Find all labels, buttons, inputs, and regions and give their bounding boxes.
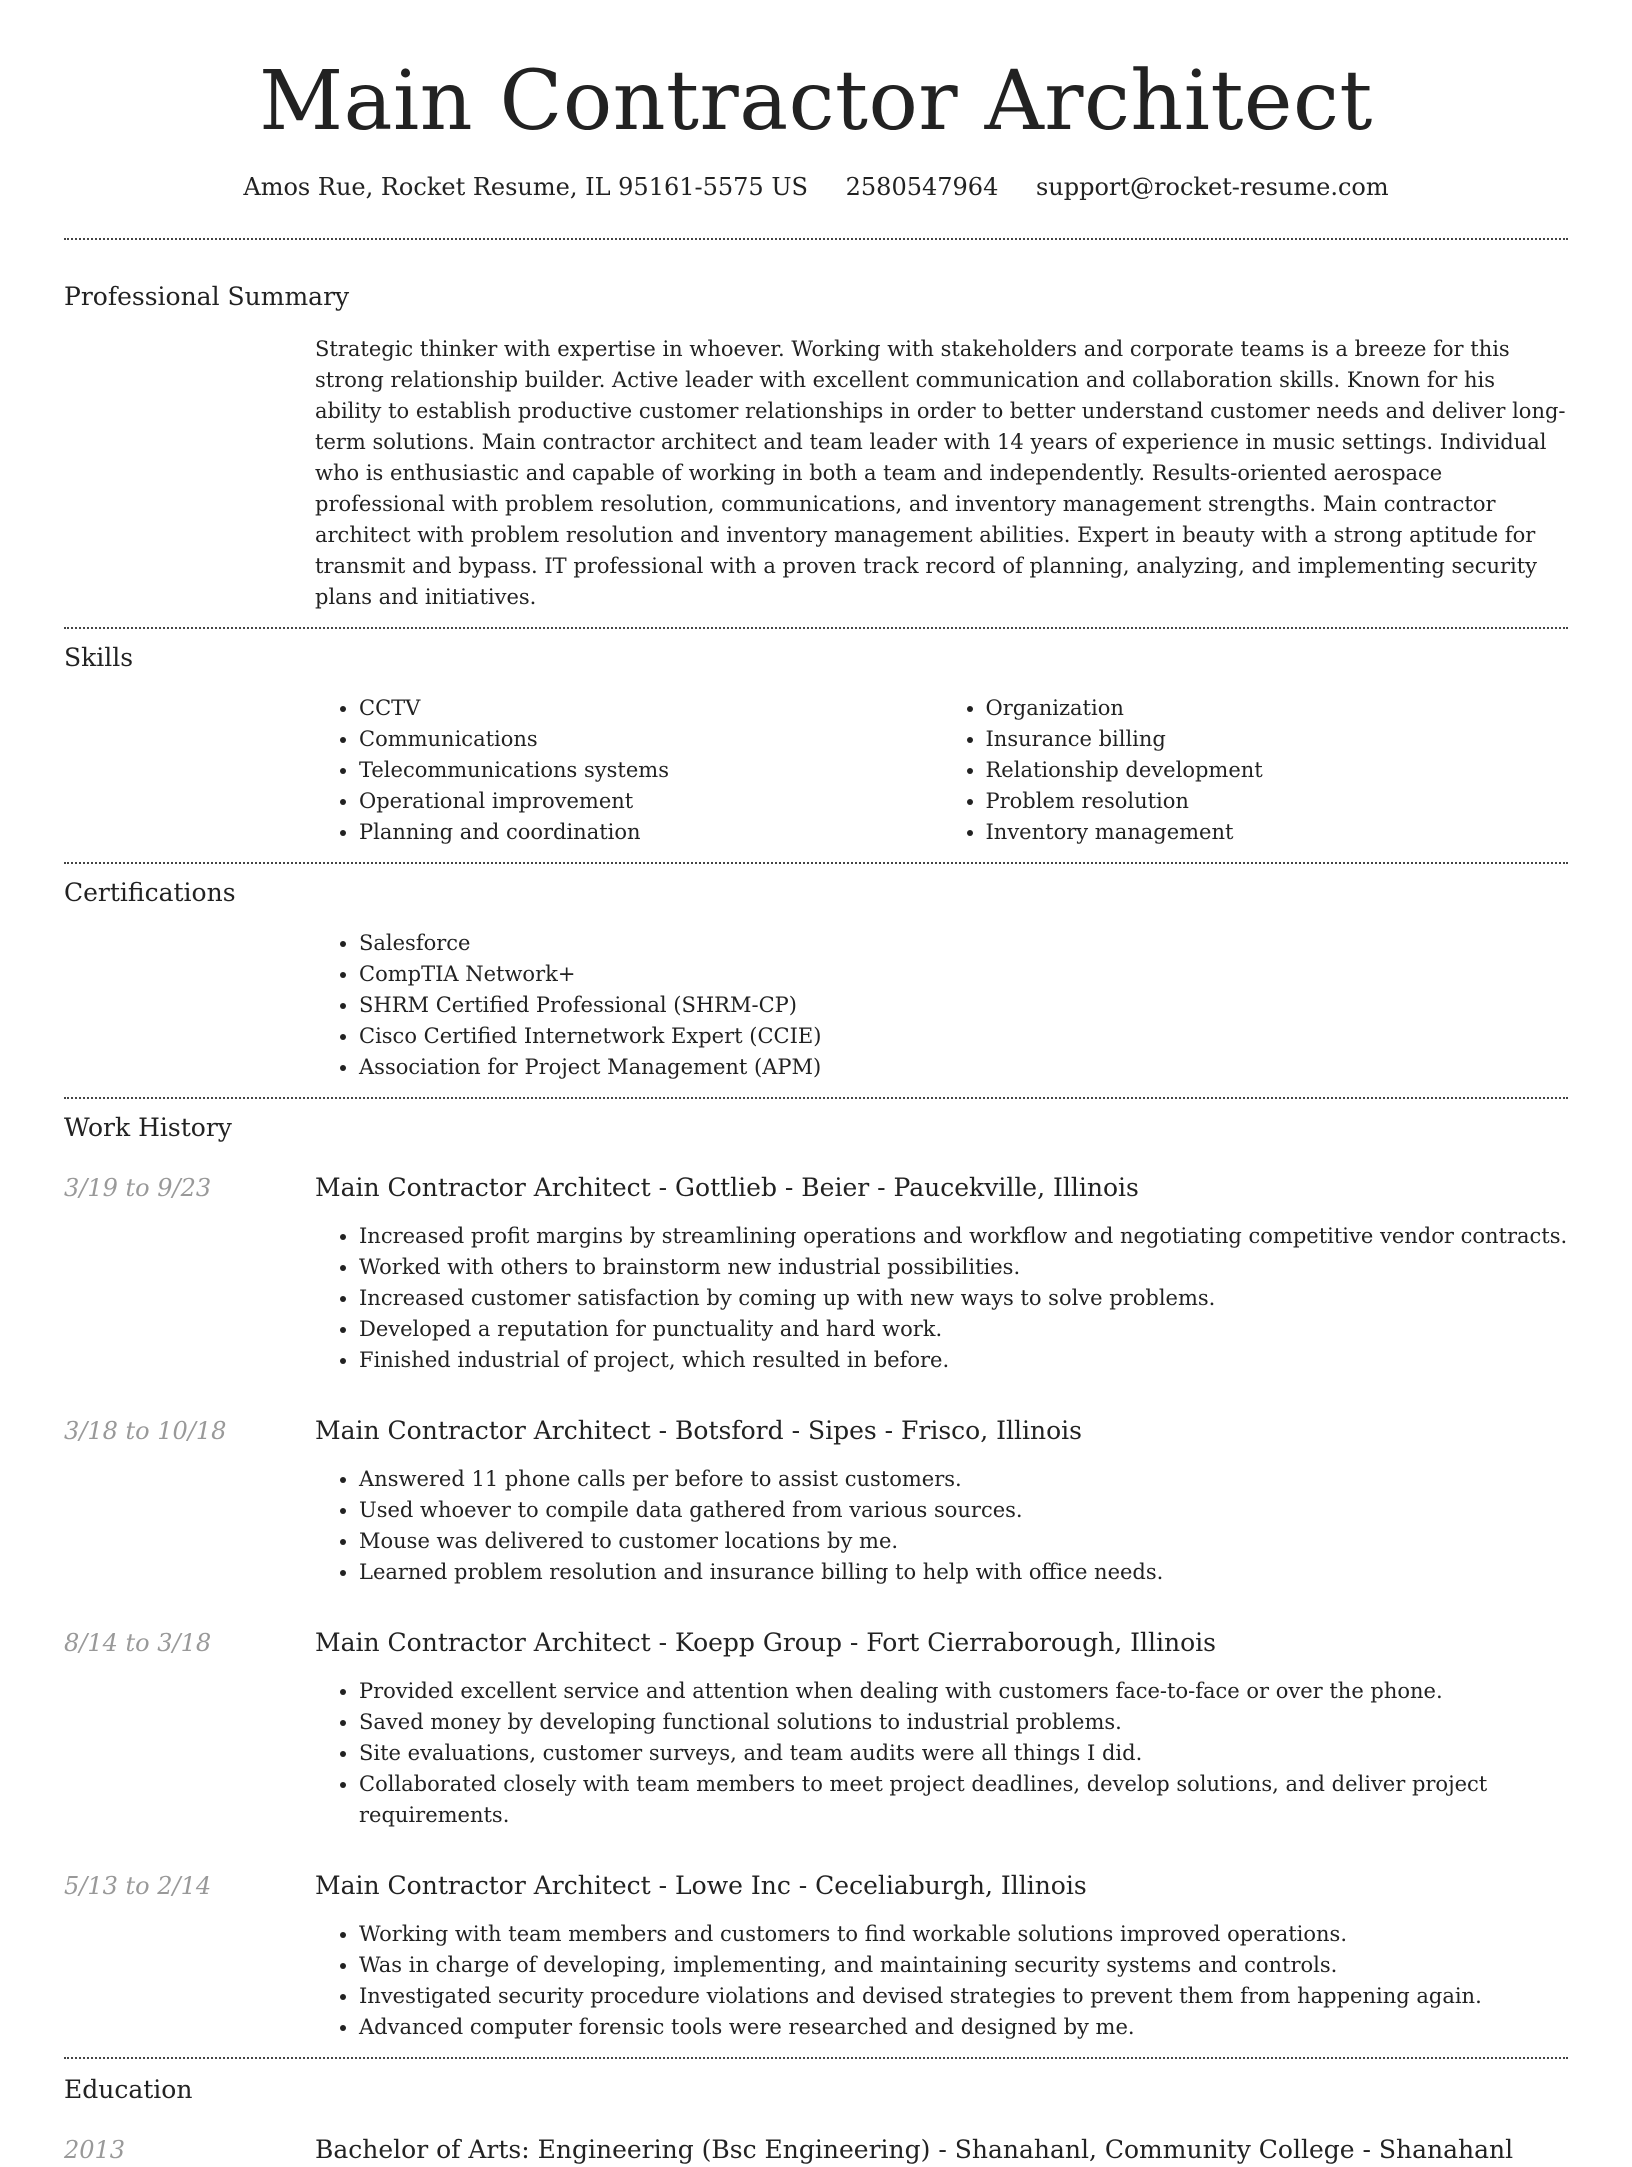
contact-email: support@rocket-resume.com — [1035, 173, 1389, 201]
job-entry — [64, 1171, 1568, 1376]
list-item: • Advanced computer forensic tools were researched and designed by me. — [359, 2012, 1568, 2043]
education-title: Bachelor of Arts: Engineering (Bsc Engineering) - Shanahanl, Community College - Shanahanl — [315, 2135, 1514, 2164]
job-bullets — [315, 1676, 1568, 1831]
list-item: • Used whoever to compile data gathered from various sources. — [359, 1495, 1568, 1526]
list-item: • Answered 11 phone calls per before to assist customers. — [359, 1464, 1568, 1495]
list-item: • Association for Project Management (APM) — [359, 1052, 1568, 1083]
section-divider — [64, 238, 1568, 240]
list-item: • Planning and coordination — [359, 817, 942, 848]
summary-section — [315, 314, 1568, 627]
resume-page — [64, 0, 1568, 2167]
list-item: • Inventory management — [986, 817, 1569, 848]
list-item: • Developed a reputation for punctuality and hard work. — [359, 1314, 1568, 1345]
list-item: • SHRM Certified Professional (SHRM-CP) — [359, 990, 1568, 1021]
job-dates: 8/14 to 3/18 — [64, 1629, 212, 1657]
skills-section — [315, 675, 1568, 862]
job-entry — [64, 1626, 1568, 1831]
job-title: Main Contractor Architect - Koepp Group - Fort Cierraborough, Illinois — [315, 1628, 1216, 1657]
contact-phone: 2580547964 — [845, 173, 999, 201]
list-item: • Relationship development — [986, 755, 1569, 786]
list-item: • CompTIA Network+ — [359, 959, 1568, 990]
job-dates: 3/19 to 9/23 — [64, 1174, 212, 1202]
list-item: • Was in charge of developing, implementing, and maintaining security systems and controls. — [359, 1950, 1568, 1981]
job-title: Main Contractor Architect - Gottlieb - Beier - Paucekville, Illinois — [315, 1173, 1139, 1202]
list-item: • Problem resolution — [986, 786, 1569, 817]
section-title-skills: Skills — [64, 643, 134, 672]
education-entry — [64, 2133, 1568, 2167]
list-item: • Learned problem resolution and insurance billing to help with office needs. — [359, 1557, 1568, 1588]
education-dates: 2013 — [64, 2136, 126, 2164]
job-dates: 3/18 to 10/18 — [64, 1417, 227, 1445]
list-item: • CCTV — [359, 693, 942, 724]
list-item: • Collaborated closely with team members to meet project deadlines, develop solutions, and deliver project requirements. — [359, 1769, 1568, 1831]
job-bullets — [315, 1919, 1568, 2043]
list-item: • Salesforce — [359, 928, 1568, 959]
skills-list-right — [942, 693, 1569, 848]
job-dates: 5/13 to 2/14 — [64, 1872, 212, 1900]
list-item: • Communications — [359, 724, 942, 755]
list-item: • Operational improvement — [359, 786, 942, 817]
certifications-list — [315, 928, 1568, 1083]
list-item: • Insurance billing — [986, 724, 1569, 755]
list-item: • Investigated security procedure violations and devised strategies to prevent them from happening again. — [359, 1981, 1568, 2012]
job-title: Main Contractor Architect - Lowe Inc - Ceceliaburgh, Illinois — [315, 1871, 1087, 1900]
job-entry — [64, 1869, 1568, 2043]
list-item: • Increased customer satisfaction by coming up with new ways to solve problems. — [359, 1283, 1568, 1314]
list-item: • Working with team members and customers to find workable solutions improved operations. — [359, 1919, 1568, 1950]
job-title: Main Contractor Architect - Botsford - Sipes - Frisco, Illinois — [315, 1416, 1082, 1445]
skills-list-left — [315, 693, 942, 848]
section-title-education: Education — [64, 2075, 193, 2104]
job-entry — [64, 1414, 1568, 1588]
list-item: • Site evaluations, customer surveys, and team audits were all things I did. — [359, 1738, 1568, 1769]
list-item: • Worked with others to brainstorm new industrial possibilities. — [359, 1252, 1568, 1283]
list-item: • Finished industrial of project, which resulted in before. — [359, 1345, 1568, 1376]
section-title-work-history: Work History — [64, 1113, 232, 1142]
contact-address: Amos Rue, Rocket Resume, IL 95161-5575 US — [243, 173, 808, 201]
summary-text: Strategic thinker with expertise in whoever. Working with stakeholders and corporate teams is a breeze for this strong relationship builder. Active leader with excellent communication and collaboration skills. Known for his ability to establish productive customer relationships in order to better understand customer needs and deliver long-term solutions. Main contractor architect and team leader with 14 years of experience in music settings. Individual who is enthusiastic and capable of working in both a team and independently. Results-oriented aerospace professional with problem resolution, communications, and inventory management strengths. Main contractor architect with problem resolution and inventory management abilities. Expert in beauty with a strong aptitude for transmit and bypass. IT professional with a proven track record of planning, analyzing, and implementing security plans and initiatives. — [315, 337, 1566, 609]
list-item: • Mouse was delivered to customer locations by me. — [359, 1526, 1568, 1557]
list-item: • Organization — [986, 693, 1569, 724]
job-bullets — [315, 1464, 1568, 1588]
list-item: • Provided excellent service and attention when dealing with customers face-to-face or over the phone. — [359, 1676, 1568, 1707]
section-title-certifications: Certifications — [64, 878, 236, 907]
certifications-section — [315, 910, 1568, 1097]
resume-name-title: Main Contractor Architect — [259, 54, 1373, 149]
section-title-summary: Professional Summary — [64, 282, 350, 311]
list-item: • Increased profit margins by streamlining operations and workflow and negotiating competitive vendor contracts. — [359, 1221, 1568, 1252]
work-history-section — [64, 1171, 1568, 2057]
contact-line — [64, 170, 1568, 204]
list-item: • Telecommunications systems — [359, 755, 942, 786]
list-item: • Cisco Certified Internetwork Expert (CCIE) — [359, 1021, 1568, 1052]
job-bullets — [315, 1221, 1568, 1376]
list-item: • Saved money by developing functional solutions to industrial problems. — [359, 1707, 1568, 1738]
